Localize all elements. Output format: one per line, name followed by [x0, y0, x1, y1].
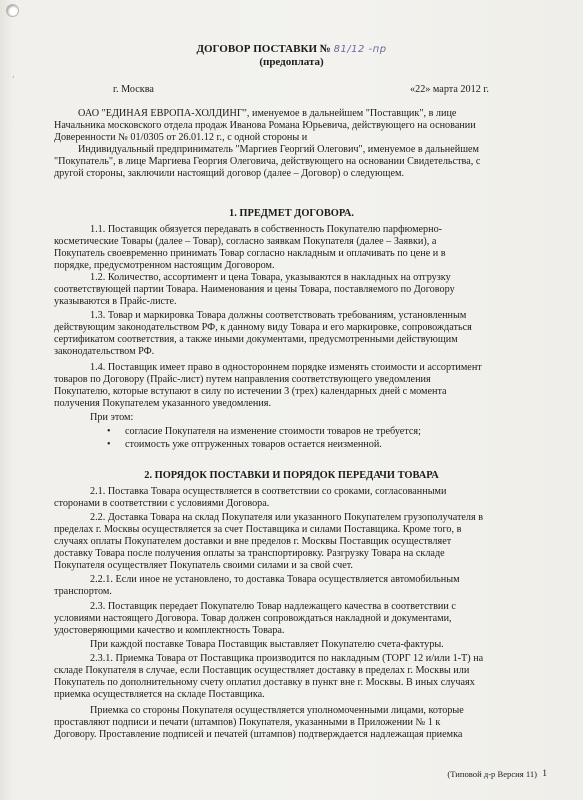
- bullet-item: стоимость уже отгруженных товаров остается неизменной.: [125, 439, 382, 450]
- section-2-line: 2.1. Поставка Товара осуществляется в соответствии со сроками, согласованными: [90, 486, 447, 497]
- section-1-line: 1.4. Поставщик имеет право в одностороннем порядке изменять стоимости и ассортимент: [90, 362, 482, 373]
- section-1-line: 1.2. Количество, ассортимент и цена Товара, указываются в накладных на отгрузку: [90, 272, 451, 283]
- section-2-line: складе Покупателя в случае, если Поставщик осуществляет доставку в пределах г. Москвы или: [54, 665, 470, 676]
- section-2-line: 2.3.1. Приемка Товара от Поставщика производится по накладным (ТОРГ 12 и/или 1-Т) на: [90, 653, 484, 664]
- document-title: ДОГОВОР ПОСТАВКИ № 81/12 -пр: [196, 43, 387, 55]
- section-2-line: условиями настоящего Договора. Товар должен сопровождаться накладной и документами,: [54, 613, 452, 624]
- parties-line: Доверенности № 01/0305 от 26.01.12 г., с одной стороны и: [54, 132, 308, 143]
- section-2-line: Покупатель по дополнительному счету оплатил доставку в пункт вне г. Москвы. В иных случаях: [54, 677, 475, 688]
- section-1-heading: 1. ПРЕДМЕТ ДОГОВОРА.: [229, 208, 354, 219]
- section-1-line: законодательством РФ.: [54, 346, 155, 357]
- margin-mark: ·: [12, 73, 15, 82]
- section-1-line: указываются в Прайс-листе.: [54, 296, 177, 307]
- punch-hole: [6, 4, 19, 17]
- city: г. Москва: [113, 84, 154, 95]
- section-1-line: получения Покупателем указанного уведомления.: [54, 398, 272, 409]
- parties-line: "Покупатель", в лице Маргиева Георгия Олеговича, действующего на основании Свидетельства, с: [54, 156, 481, 167]
- section-2-line: 2.2. Доставка Товара на склад Покупателя или указанного Покупателем грузополучателя в: [90, 512, 484, 523]
- handwritten-number: 81/12 -пр: [333, 44, 387, 55]
- section-1-line: порядке, предусмотренном настоящим Договором.: [54, 260, 275, 271]
- parties-line: Индивидуальный предприниматель "Маргиев Георгий Олегович", именуемое в дальнейшем: [78, 144, 480, 155]
- contract-date: «22» марта 2012 г.: [410, 84, 489, 95]
- document-subtitle: (предоплата): [259, 56, 324, 68]
- bullet-item: согласие Покупателя на изменение стоимости товаров не требуется;: [125, 426, 421, 437]
- section-1-line: 1.3. Товар и маркировка Товара должны соответствовать требованиям, установленным: [90, 310, 467, 321]
- section-2-line: Договору. Проставление подписей и печатей (штампов) подтверждается надлежащая приемка: [54, 729, 463, 740]
- parties-line: другой стороны, заключили настоящий договор (далее – Договор) о следующем.: [54, 168, 404, 179]
- section-2-line: Покупателя осуществляет Покупатель своими силами и за свой счет.: [54, 560, 353, 571]
- section-2-line: транспортом.: [54, 586, 112, 597]
- section-2-line: При каждой поставке Товара Поставщик выставляет Покупателю счета-фактуры.: [90, 639, 444, 650]
- section-2-line: удостоверяющими качество и комплектность Товара.: [54, 625, 285, 636]
- page-number: 1: [542, 768, 547, 779]
- section-2-line: 2.3. Поставщик передает Покупателю Товар надлежащего качества в соответствии с: [90, 601, 456, 612]
- section-2-line: приемка осуществляется на складе Поставщика.: [54, 689, 265, 700]
- section-2-line: доставку Товара после получения оплаты за транспортировку. Разгрузку Товара на складе: [54, 548, 445, 559]
- section-1-line: соответствующей партии Товара. Наименования и цены Товара, поставляемого по Договору: [54, 284, 455, 295]
- parties-line: Начальника московского отдела продаж Иванова Романа Юрьевича, действующего на основании: [54, 120, 476, 131]
- section-2-line: сторонами в соответствии с условиями Договора.: [54, 498, 270, 509]
- bullet-icon: •: [107, 426, 111, 437]
- section-2-line: случаях оплаты Покупателем доставки и вне пределов г. Москвы Поставщик осуществляет: [54, 536, 452, 547]
- footer-version: (Типовой д-р Версия 11): [447, 769, 537, 779]
- bullet-icon: •: [107, 439, 111, 450]
- section-1-line: 1.1. Поставщик обязуется передавать в собственность Покупателю парфюмерно-: [90, 224, 443, 235]
- section-2-line: Приемка со стороны Покупателя осуществляется уполномоченными лицами, которые: [90, 705, 464, 716]
- section-1-line: товаров по Договору (Прайс-лист) путем направления соответствующего уведомления: [54, 374, 431, 385]
- section-2-line: проставляют подписи и печати (штампов) Покупателя, указанными в Приложении № 1 к: [54, 717, 441, 728]
- parties-line: ОАО "ЕДИНАЯ ЕВРОПА-ХОЛДИНГ", именуемое в дальнейшем "Поставщик", в лице: [78, 108, 457, 119]
- section-1-line: Покупатель своевременно принимать Товар согласно накладным и оплачивать по цене и в: [54, 248, 446, 259]
- section-1-line: сертификатом соответствия, а также иными документами, предусмотренными действующим: [54, 334, 458, 345]
- section-2-line: 2.2.1. Если иное не установлено, то доставка Товара осуществляется автомобильным: [90, 574, 460, 585]
- section-1-line: косметические Товары (далее – Товар), согласно заявкам Покупателя (далее – Заявки), а: [54, 236, 437, 247]
- section-2-heading: 2. ПОРЯДОК ПОСТАВКИ И ПОРЯДОК ПЕРЕДАЧИ ТОВАРА: [144, 470, 439, 481]
- section-1-line: Покупателю, которые вступают в силу по истечении 3 (трех) календарных дней с момента: [54, 386, 447, 397]
- section-1-line: действующим законодательством РФ, к данному виду Товара и его маркировке, сопровождаться: [54, 322, 472, 333]
- section-2-line: пределах г. Москвы осуществляется за счет Поставщика и силами Поставщика. Кроме того, в: [54, 524, 462, 535]
- section-1-line: При этом:: [90, 412, 134, 423]
